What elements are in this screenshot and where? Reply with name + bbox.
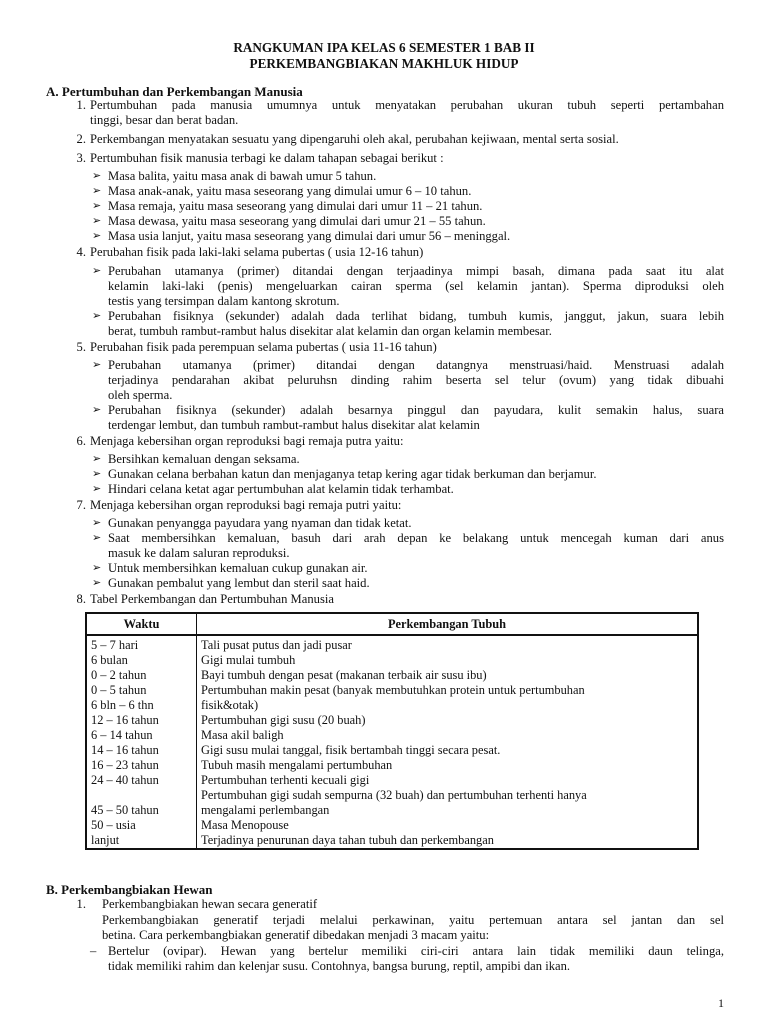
table-cell-waktu: 24 – 40 tahun — [87, 773, 197, 788]
table-cell-waktu: 16 – 23 tahun — [87, 758, 197, 773]
table-cell-waktu — [87, 788, 197, 803]
item-4-bullet-2-a: Perubahan fisiknya (sekunder) adalah dada terlihat bidang, tumbuh kumis, janggut, jakun, suara lebih — [108, 309, 724, 323]
item-6-bullet-2: Gunakan celana berbahan katun dan menjaganya tetap kering agar tidak berkuman dan berjamur. — [108, 467, 597, 481]
table-cell-perkembangan: mengalami perlembangan — [201, 803, 330, 817]
table-cell-waktu: 6 – 14 tahun — [87, 728, 197, 743]
section-b-heading: B. Perkembangbiakan Hewan — [46, 882, 213, 897]
table-row — [87, 728, 697, 743]
bullet-arrow-icon: ➢ — [92, 200, 102, 212]
table-row — [87, 668, 697, 683]
table-cell-perkembangan: Masa akil baligh — [201, 728, 284, 742]
item-5-bullet-2-b: terdengar lembut, dan tumbuh rambut-rambut halus disekitar alat kelamin — [108, 418, 480, 432]
section-b-dash-1-a: Bertelur (ovipar). Hewan yang bertelur memiliki ciri-ciri antara lain tidak memiliki daun telinga, — [108, 944, 724, 958]
item-number: 6. — [76, 434, 86, 448]
bullet-arrow-icon: ➢ — [92, 310, 102, 322]
table-row — [87, 698, 697, 713]
table-header-waktu: Waktu — [87, 614, 197, 636]
table-row — [87, 818, 697, 833]
item-7-bullet-4: Gunakan pembalut yang lembut dan steril saat haid. — [108, 576, 370, 590]
table-row — [87, 653, 697, 668]
bullet-arrow-icon: ➢ — [92, 359, 102, 371]
bullet-arrow-icon: ➢ — [92, 265, 102, 277]
section-a-heading: A. Pertumbuhan dan Perkembangan Manusia — [46, 84, 303, 99]
item-3-bullet-1: Masa balita, yaitu masa anak di bawah umur 5 tahun. — [108, 169, 377, 183]
section-b-para-line-b: betina. Cara perkembangbiakan generatif dibedakan menjadi 3 macam yaitu: — [102, 928, 490, 942]
item-number: 2. — [76, 132, 86, 146]
item-1-line-a: Pertumbuhan pada manusia umumnya untuk menyatakan perubahan ukuran tubuh seperti pertambahan — [90, 98, 724, 112]
item-2: Perkembangan menyatakan sesuatu yang dipengaruhi oleh akal, perubahan kejiwaan, mental serta sosial. — [90, 132, 619, 146]
table-cell-waktu: 14 – 16 tahun — [87, 743, 197, 758]
bullet-arrow-icon: ➢ — [92, 483, 102, 495]
table-cell-waktu: 50 – usia — [87, 818, 197, 833]
item-7: Menjaga kebersihan organ reproduksi bagi remaja putri yaitu: — [90, 498, 402, 512]
table-cell-waktu: 0 – 5 tahun — [87, 683, 197, 698]
table-cell-perkembangan: Gigi mulai tumbuh — [201, 653, 296, 667]
table-header-row — [87, 614, 697, 636]
table-cell-perkembangan: Terjadinya penurunan daya tahan tubuh dan perkembangan — [201, 833, 494, 847]
bullet-arrow-icon: ➢ — [92, 453, 102, 465]
table-cell-waktu: 12 – 16 tahun — [87, 713, 197, 728]
item-number: 8. — [76, 592, 86, 606]
doc-title-line1: RANGKUMAN IPA KELAS 6 SEMESTER 1 BAB II — [233, 40, 535, 55]
table-cell-perkembangan: Bayi tumbuh dengan pesat (makanan terbaik air susu ibu) — [201, 668, 487, 682]
item-5-bullet-1-b: terjadinya pendarahan akibat peluruhsn dinding rahim beserta sel telur (ovum) yang tidak dibuahi — [108, 373, 724, 387]
table-cell-perkembangan: fisik&otak) — [201, 698, 259, 712]
item-number: 1. — [76, 98, 86, 112]
item-5-bullet-1-a: Perubahan utamanya (primer) ditandai dengan datangnya menstruasi/haid. Menstruasi adalah — [108, 358, 724, 372]
table-cell-perkembangan: Pertumbuhan gigi susu (20 buah) — [201, 713, 366, 727]
table-cell-waktu: 5 – 7 hari — [87, 636, 197, 653]
item-6: Menjaga kebersihan organ reproduksi bagi remaja putra yaitu: — [90, 434, 404, 448]
item-5: Perubahan fisik pada perempuan selama pubertas ( usia 11-16 tahun) — [90, 340, 437, 354]
item-3-bullet-5: Masa usia lanjut, yaitu masa seseorang yang dimulai dari umur 56 – meninggal. — [108, 229, 511, 243]
table-cell-waktu: 45 – 50 tahun — [87, 803, 197, 818]
table-cell-perkembangan: Pertumbuhan makin pesat (banyak membutuhkan protein untuk pertumbuhan — [201, 683, 585, 697]
table-row — [87, 788, 697, 803]
item-number: 4. — [76, 245, 86, 259]
page-number: 1 — [718, 996, 724, 1010]
table-header-perkembangan: Perkembangan Tubuh — [197, 614, 697, 636]
dash-bullet-icon: – — [90, 944, 97, 958]
table-row — [87, 713, 697, 728]
item-3: Pertumbuhan fisik manusia terbagi ke dalam tahapan sebagai berikut : — [90, 151, 444, 165]
table-cell-perkembangan: Pertumbuhan terhenti kecuali gigi — [201, 773, 370, 787]
table-cell-perkembangan: Masa Menopouse — [201, 818, 289, 832]
item-3-bullet-3: Masa remaja, yaitu masa seseorang yang dimulai dari umur 11 – 21 tahun. — [108, 199, 483, 213]
bullet-arrow-icon: ➢ — [92, 562, 102, 574]
item-6-bullet-1: Bersihkan kemaluan dengan seksama. — [108, 452, 300, 466]
section-b-dash-1-b: tidak memiliki rahim dan kelenjar susu. Contohnya, bangsa burung, reptil, ampibi dan ikan. — [108, 959, 571, 973]
bullet-arrow-icon: ➢ — [92, 577, 102, 589]
bullet-arrow-icon: ➢ — [92, 532, 102, 544]
bullet-arrow-icon: ➢ — [92, 468, 102, 480]
table-row — [87, 743, 697, 758]
item-4-bullet-1-c: testis yang tersimpan dalam kantong skrotum. — [108, 294, 340, 308]
bullet-arrow-icon: ➢ — [92, 517, 102, 529]
table-row — [87, 636, 697, 653]
table-row — [87, 773, 697, 788]
bullet-arrow-icon: ➢ — [92, 230, 102, 242]
item-7-bullet-3: Untuk membersihkan kemaluan cukup gunakan air. — [108, 561, 368, 575]
item-8: Tabel Perkembangan dan Pertumbuhan Manusia — [90, 592, 334, 606]
item-4-bullet-2-b: berat, tumbuh rambut-rambut halus disekitar alat kelamin dan organ kelamin membesar. — [108, 324, 552, 338]
table-cell-waktu: 6 bulan — [87, 653, 197, 668]
item-5-bullet-1-c: oleh sperma. — [108, 388, 173, 402]
item-number: 1. — [76, 897, 86, 911]
item-3-bullet-2: Masa anak-anak, yaitu masa seseorang yang dimulai umur 6 – 10 tahun. — [108, 184, 472, 198]
table-cell-waktu: 0 – 2 tahun — [87, 668, 197, 683]
section-b-item-1: Perkembangbiakan hewan secara generatif — [102, 897, 318, 911]
table-cell-waktu: lanjut — [87, 833, 197, 848]
growth-table — [85, 612, 699, 850]
doc-title-line2: PERKEMBANGBIAKAN MAKHLUK HIDUP — [249, 56, 519, 71]
table-cell-perkembangan: Tali pusat putus dan jadi pusar — [201, 638, 352, 652]
bullet-arrow-icon: ➢ — [92, 215, 102, 227]
table-cell-perkembangan: Tubuh masih mengalami pertumbuhan — [201, 758, 393, 772]
item-1-line-b: tinggi, besar dan berat badan. — [90, 113, 239, 127]
bullet-arrow-icon: ➢ — [92, 185, 102, 197]
item-4: Perubahan fisik pada laki-laki selama pubertas ( usia 12-16 tahun) — [90, 245, 424, 259]
bullet-arrow-icon: ➢ — [92, 404, 102, 416]
bullet-arrow-icon: ➢ — [92, 170, 102, 182]
table-row — [87, 758, 697, 773]
table-cell-perkembangan: Pertumbuhan gigi sudah sempurna (32 buah) dan pertumbuhan terhenti hanya — [201, 788, 587, 802]
section-b-para-line-a: Perkembangbiakan generatif terjadi melalui perkawinan, yaitu pertemuan antara sel jantan dan sel — [102, 913, 724, 927]
table-row — [87, 833, 697, 848]
item-3-bullet-4: Masa dewasa, yaitu masa seseorang yang dimulai dari umur 21 – 55 tahun. — [108, 214, 486, 228]
item-4-bullet-1-a: Perubahan utamanya (primer) ditandai dengan terjaadinya mimpi basah, dimana pada saat itu alat — [108, 264, 724, 278]
table-row — [87, 803, 697, 818]
table-cell-perkembangan: Gigi susu mulai tanggal, fisik bertambah tinggi secara pesat. — [201, 743, 501, 757]
item-number: 7. — [76, 498, 86, 512]
item-5-bullet-2-a: Perubahan fisiknya (sekunder) adalah besarnya pinggul dan payudara, kulit semakin halus, suara — [108, 403, 724, 417]
item-7-bullet-2-b: masuk ke dalam saluran reproduksi. — [108, 546, 290, 560]
item-4-bullet-1-b: kelamin laki-laki (penis) mengeluarkan cairan sperma (sel kelamin jantan). Sperma diproduksi oleh — [108, 279, 724, 293]
table-row — [87, 683, 697, 698]
item-6-bullet-3: Hindari celana ketat agar pertumbuhan alat kelamin tidak terhambat. — [108, 482, 454, 496]
table-cell-waktu: 6 bln – 6 thn — [87, 698, 197, 713]
item-7-bullet-1: Gunakan penyangga payudara yang nyaman dan tidak ketat. — [108, 516, 412, 530]
item-7-bullet-2-a: Saat membersihkan kemaluan, basuh dari arah depan ke belakang untuk mencegah kuman dari anus — [108, 531, 724, 545]
item-number: 3. — [76, 151, 86, 165]
item-number: 5. — [76, 340, 86, 354]
